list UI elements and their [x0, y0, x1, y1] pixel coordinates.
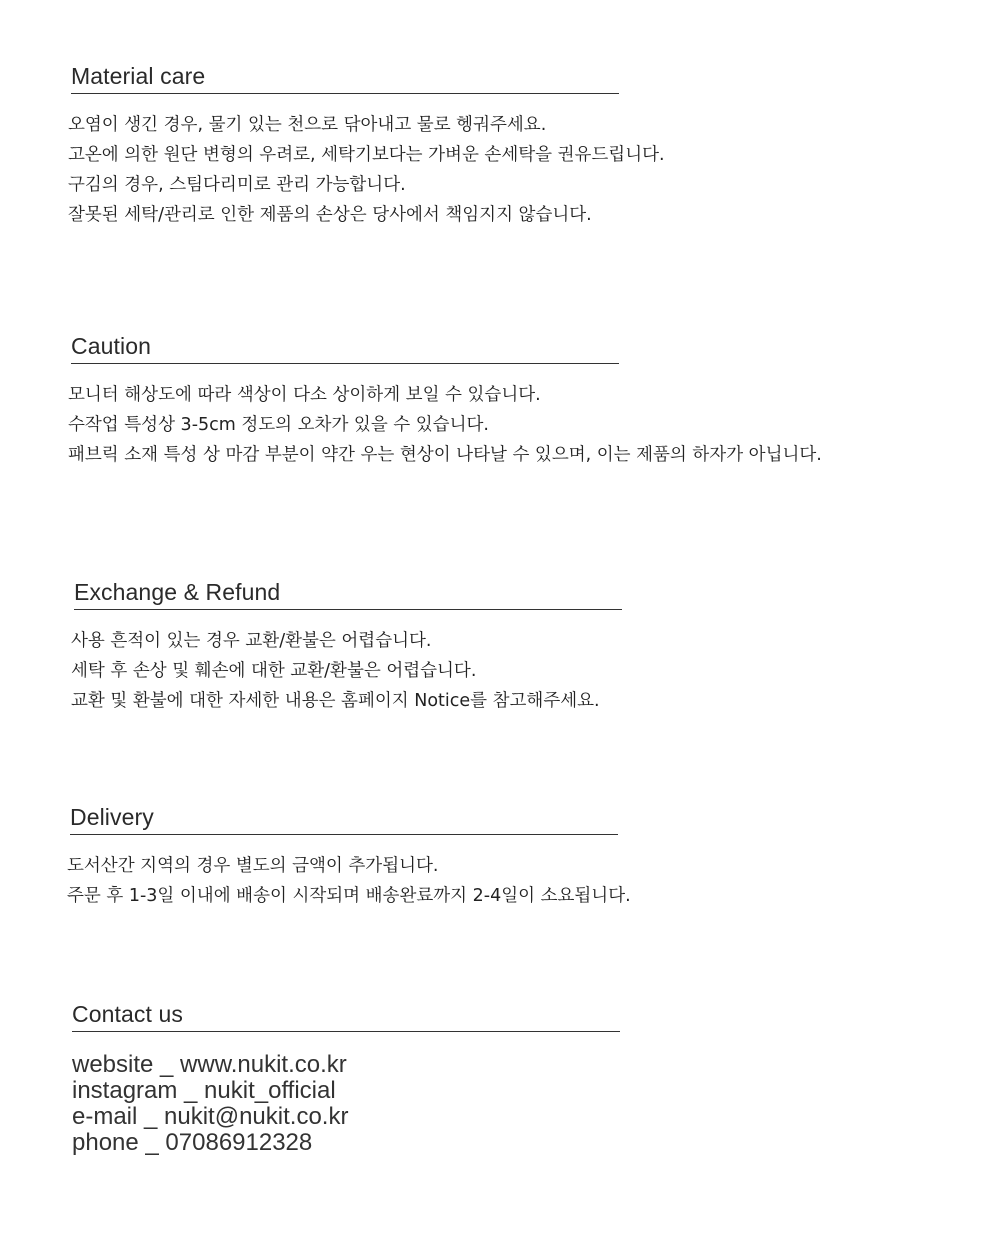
text-list	[68, 380, 968, 470]
section-material-care	[68, 62, 665, 230]
section-divider	[74, 609, 622, 610]
contact-list	[72, 1052, 621, 1156]
text-list	[67, 851, 967, 911]
text-line: 세탁 후 손상 및 훼손에 대한 교환/환불은 어렵습니다.	[71, 661, 477, 681]
section-title: Material care	[71, 63, 206, 89]
section-title: Delivery	[70, 804, 154, 830]
text-line: 구김의 경우, 스팀다리미로 관리 가능합니다.	[68, 175, 406, 195]
section-caution	[68, 332, 822, 470]
section-title: Exchange & Refund	[74, 579, 281, 605]
text-list	[68, 110, 968, 230]
text-line: 주문 후 1-3일 이내에 배송이 시작되며 배송완료까지 2-4일이 소요됩니다.	[67, 886, 631, 906]
section-title: Contact us	[72, 1001, 183, 1027]
text-line: 패브릭 소재 특성 상 마감 부분이 약간 우는 현상이 나타날 수 있으며, 이는 제품의 하자가 아닙니다.	[68, 445, 822, 465]
text-line: 잘못된 세탁/관리로 인한 제품의 손상은 당사에서 책임지지 않습니다.	[68, 205, 592, 225]
text-line: 도서산간 지역의 경우 별도의 금액이 추가됩니다.	[67, 856, 439, 876]
section-divider	[71, 93, 619, 94]
contact-email: e-mail _ nukit@nukit.co.kr	[72, 1103, 349, 1130]
text-line: 수작업 특성상 3-5cm 정도의 오차가 있을 수 있습니다.	[68, 415, 489, 435]
contact-instagram: instagram _ nukit_official	[72, 1077, 336, 1104]
section-title: Caution	[71, 333, 151, 359]
contact-phone: phone _ 07086912328	[72, 1129, 313, 1156]
text-line: 사용 흔적이 있는 경우 교환/환불은 어렵습니다.	[71, 631, 432, 651]
section-divider	[72, 1031, 620, 1032]
text-line: 고온에 의한 원단 변형의 우려로, 세탁기보다는 가벼운 손세탁을 권유드립니다.	[68, 145, 665, 165]
section-divider	[70, 834, 618, 835]
section-exchange-refund	[71, 578, 623, 716]
section-delivery	[67, 803, 631, 911]
section-divider	[71, 363, 619, 364]
contact-website: website _ www.nukit.co.kr	[72, 1051, 347, 1078]
text-line: 오염이 생긴 경우, 물기 있는 천으로 닦아내고 물로 헹궈주세요.	[68, 115, 547, 135]
text-line: 교환 및 환불에 대한 자세한 내용은 홈페이지 Notice를 참고해주세요.	[71, 691, 600, 711]
text-line: 모니터 해상도에 따라 색상이 다소 상이하게 보일 수 있습니다.	[68, 385, 541, 405]
section-contact-us	[69, 1000, 621, 1156]
text-list	[71, 626, 971, 716]
